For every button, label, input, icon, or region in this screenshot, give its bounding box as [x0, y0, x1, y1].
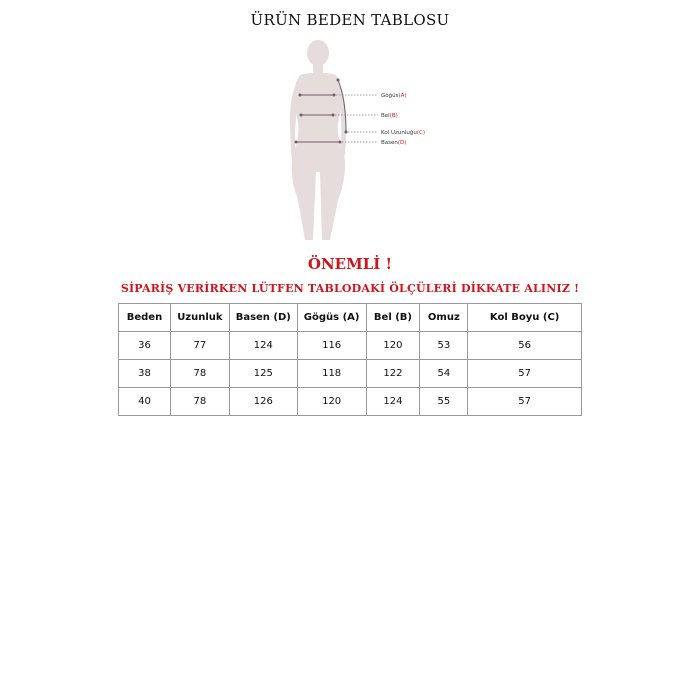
header-bel: Bel (B) [366, 304, 420, 332]
table-row [119, 360, 582, 388]
header-gogus: Gögüs (A) [297, 304, 366, 332]
table-cell: 57 [468, 388, 582, 416]
table-cell: 78 [170, 388, 229, 416]
table-cell: 120 [297, 388, 366, 416]
table-cell: 125 [229, 360, 297, 388]
size-table [118, 303, 582, 416]
table-cell: 38 [119, 360, 171, 388]
label-kol-uzunlugu: Kol Uzunluğu(C) [381, 130, 425, 136]
table-cell: 78 [170, 360, 229, 388]
table-cell: 36 [119, 332, 171, 360]
table-cell: 54 [420, 360, 468, 388]
important-heading: ÖNEMLİ ! [307, 255, 393, 273]
table-row [119, 332, 582, 360]
table-cell: 118 [297, 360, 366, 388]
body-silhouette [290, 40, 346, 240]
table-cell: 57 [468, 360, 582, 388]
table-cell: 120 [366, 332, 420, 360]
order-notice: SİPARİŞ VERİRKEN LÜTFEN TABLODAKİ ÖLÇÜLERİ DİKKATE ALINIZ ! [120, 282, 580, 295]
header-beden: Beden [119, 304, 171, 332]
table-cell: 124 [229, 332, 297, 360]
table-cell: 122 [366, 360, 420, 388]
table-cell: 126 [229, 388, 297, 416]
table-row [119, 388, 582, 416]
table-cell: 116 [297, 332, 366, 360]
header-uzunluk: Uzunluk [170, 304, 229, 332]
header-omuz: Omuz [420, 304, 468, 332]
label-basen: Basen(D) [381, 140, 407, 146]
table-cell: 56 [468, 332, 582, 360]
label-bel: Bel(B) [381, 113, 398, 119]
page-title: ÜRÜN BEDEN TABLOSU [250, 11, 450, 29]
table-cell: 124 [366, 388, 420, 416]
header-basen: Basen (D) [229, 304, 297, 332]
table-cell: 53 [420, 332, 468, 360]
body-measurement-figure [0, 0, 700, 250]
table-cell: 55 [420, 388, 468, 416]
body-silhouette-diagram [0, 0, 700, 250]
table-cell: 40 [119, 388, 171, 416]
label-gogus: Göğüs(A) [381, 93, 407, 99]
table-header-row [119, 304, 582, 332]
table-cell: 77 [170, 332, 229, 360]
header-kol-boyu: Kol Boyu (C) [468, 304, 582, 332]
